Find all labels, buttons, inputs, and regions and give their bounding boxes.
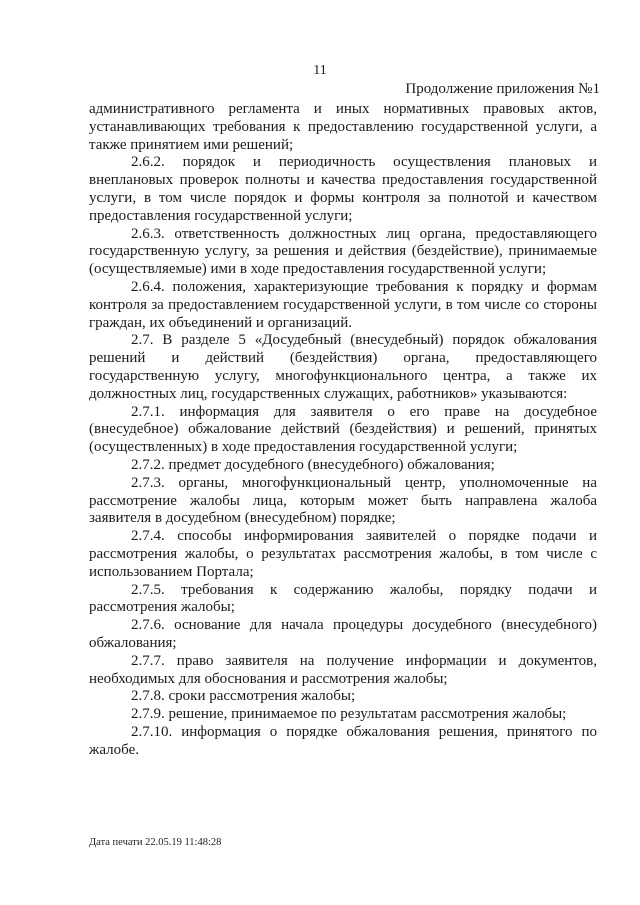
paragraph-2-7-6: 2.7.6. основание для начала процедуры досудебного (внесудебного) обжалования;	[89, 617, 597, 651]
appendix-continuation-note: Продолжение приложения №1	[405, 81, 600, 97]
paragraph-2-7-7: 2.7.7. право заявителя на получение информации и документов, необходимых для обоснования и рассмотрения жалобы;	[89, 652, 597, 687]
document-body	[89, 101, 597, 759]
paragraph-2-6-3: 2.6.3. ответственность должностных лиц органа, предоставляющего государственную услугу, за решения и действия (бездействие), принимаемые (осуществляемые) ими в ходе предоставления государственной услуги;	[89, 225, 597, 278]
paragraph-2-7-5: 2.7.5. требования к содержанию жалобы, порядку подачи и рассмотрения жалобы;	[89, 581, 597, 616]
paragraph-2-6-4: 2.6.4. положения, характеризующие требования к порядку и формам контроля за предоставлением государственной услуги, в том числе со стороны граждан, их объединений и организаций.	[89, 278, 597, 331]
paragraph-2-7-4: 2.7.4. способы информирования заявителей о порядке подачи и рассмотрения жалобы, о результатах рассмотрения жалобы, в том числе с использованием Портала;	[89, 528, 597, 580]
paragraph-2-6-2: 2.6.2. порядок и периодичность осуществления плановых и внеплановых проверок полноты и качества предоставления государственной услуги, в том числе порядок и формы контроля за полнотой и качеством предоставления государственной услуги;	[89, 154, 597, 224]
paragraph-2-7-9: 2.7.9. решение, принимаемое по результатам рассмотрения жалобы;	[131, 706, 567, 723]
paragraph-2-7: 2.7. В разделе 5 «Досудебный (внесудебный) порядок обжалования решений и действий (бездействия) органа, предоставляющего государственную услугу, многофункционального центра, а также их должностных лиц, государственных служащих, работников» указываются:	[89, 332, 597, 402]
paragraph-2-7-10: 2.7.10. информация о порядке обжалования решения, принятого по жалобе.	[89, 723, 597, 758]
paragraph-2-7-1: 2.7.1. информация для заявителя о его праве на досудебное (внесудебное) обжалование действий (бездействия) и решений, принятых (осуществленных) в ходе предоставления государственной услуги;	[89, 403, 597, 456]
paragraph-2-7-3: 2.7.3. органы, многофункциональный центр, уполномоченные на рассмотрение жалобы лица, которым может быть направлена жалоба заявителя в досудебном (внесудебном) порядке;	[89, 474, 597, 527]
paragraph-2-7-2: 2.7.2. предмет досудебного (внесудебного) обжалования;	[131, 456, 495, 473]
paragraph-continuation: административного регламента и иных нормативных правовых актов, устанавливающих требования к предоставлению государственной услуги, а также принятием ими решений;	[89, 101, 597, 153]
paragraph-2-7-8: 2.7.8. сроки рассмотрения жалобы;	[131, 688, 356, 705]
page-number: 11	[313, 63, 327, 78]
print-date-footer: Дата печати 22.05.19 11:48:28	[89, 837, 222, 848]
